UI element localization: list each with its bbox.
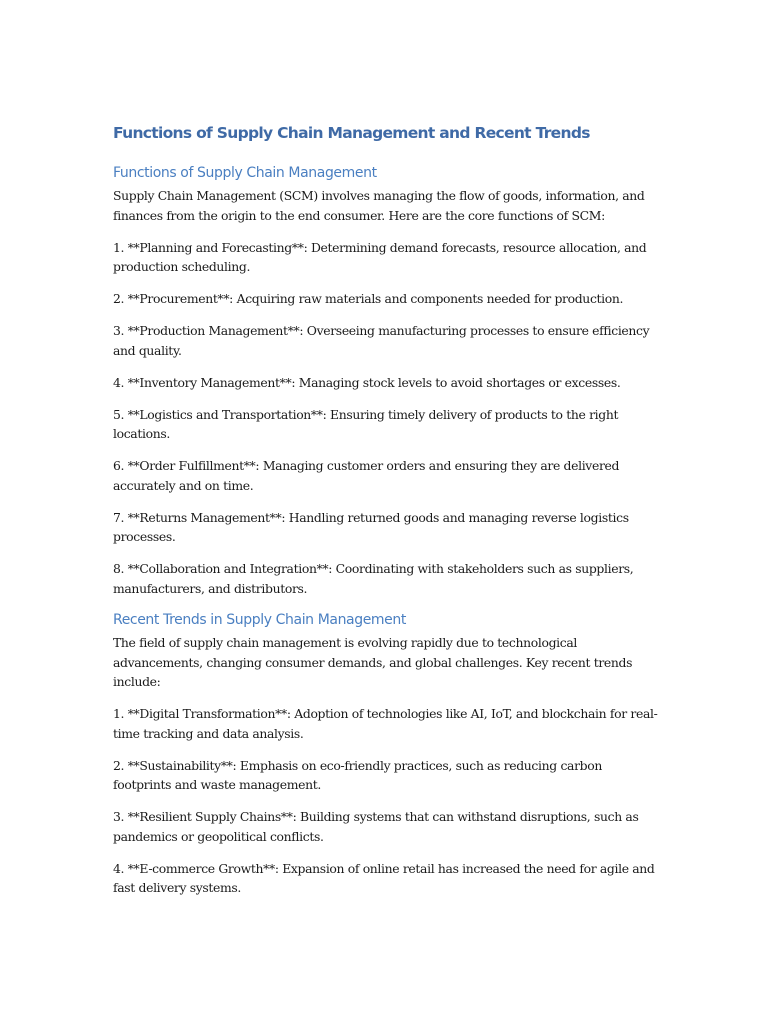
list-item-ecommerce-growth: 4. **E-commerce Growth**: Expansion of online retail has increased the need for agile and fast delivery systems.	[113, 860, 655, 895]
list-item-logistics: 5. **Logistics and Transportation**: Ensuring timely delivery of products to the right locations.	[113, 406, 619, 441]
section-intro: Supply Chain Management (SCM) involves managing the flow of goods, information, and finances from the origin to the end consumer. Here are the core functions of SCM:	[113, 188, 645, 223]
list-item-production: 3. **Production Management**: Overseeing manufacturing processes to ensure efficiency and quality.	[113, 323, 650, 358]
list-item-collaboration: 8. **Collaboration and Integration**: Coordinating with stakeholders such as suppliers, manufacturers, and distributors.	[113, 561, 634, 596]
list-item-inventory: 4. **Inventory Management**: Managing stock levels to avoid shortages or excesses.	[113, 374, 621, 390]
list-item-planning: 1. **Planning and Forecasting**: Determining demand forecasts, resource allocation, and production scheduling.	[113, 239, 647, 274]
list-item-digital-transformation: 1. **Digital Transformation**: Adoption of technologies like AI, IoT, and blockchain for real-time tracking and data analysis.	[113, 706, 658, 741]
functions-list	[113, 238, 658, 599]
section-heading: Functions of Supply Chain Management	[113, 165, 377, 181]
trends-list	[113, 704, 658, 898]
list-item-resilient-supply-chains: 3. **Resilient Supply Chains**: Building systems that can withstand disruptions, such as pandemics or geopolitical conflicts.	[113, 809, 639, 844]
list-item-sustainability: 2. **Sustainability**: Emphasis on eco-friendly practices, such as reducing carbon footprints and waste management.	[113, 757, 602, 792]
list-item-procurement: 2. **Procurement**: Acquiring raw materials and components needed for production.	[113, 291, 624, 306]
section-recent-trends	[113, 609, 658, 898]
document-title: Functions of Supply Chain Management and Recent Trends	[113, 124, 590, 142]
list-item-order-fulfillment: 6. **Order Fulfillment**: Managing customer orders and ensuring they are delivered accurately and on time.	[113, 458, 620, 493]
list-item-returns: 7. **Returns Management**: Handling returned goods and managing reverse logistics processes.	[113, 509, 629, 544]
section-intro: The field of supply chain management is evolving rapidly due to technological advancements, changing consumer demands, and global challenges. Key recent trends include:	[113, 635, 633, 689]
section-heading: Recent Trends in Supply Chain Management	[113, 612, 406, 628]
section-functions-of-scm	[113, 162, 658, 598]
